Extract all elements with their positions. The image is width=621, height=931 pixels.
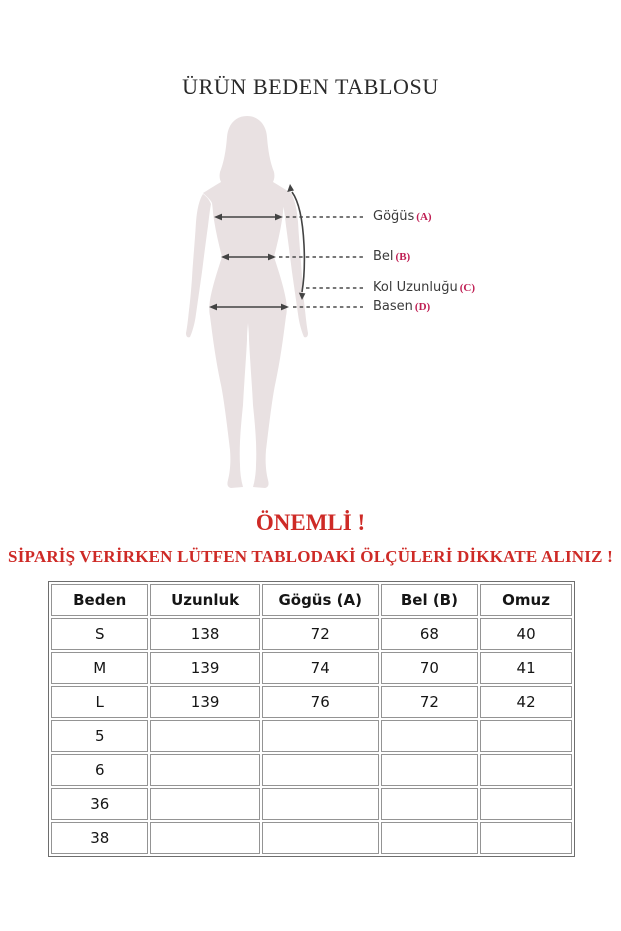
measure-label-text: Göğüs xyxy=(373,209,415,224)
important-subheading: SİPARİŞ VERİRKEN LÜTFEN TABLODAKİ ÖLÇÜLERİ DİKKATE ALINIZ ! xyxy=(8,547,613,566)
measure-label-hip xyxy=(373,299,430,315)
size-table-cell xyxy=(150,822,259,854)
size-table-cell: 72 xyxy=(262,618,379,650)
measure-label-marker: (B) xyxy=(395,251,411,263)
size-table-header-cell: Bel (B) xyxy=(381,584,478,616)
measure-label-waist xyxy=(373,249,410,265)
size-table-cell: 139 xyxy=(150,686,259,718)
measurement-figure-svg xyxy=(0,100,621,500)
size-table-cell: 76 xyxy=(262,686,379,718)
size-table-cell: 139 xyxy=(150,652,259,684)
silhouette-left-arm xyxy=(186,194,211,337)
measure-label-text: Basen xyxy=(373,299,413,314)
size-table-cell xyxy=(150,754,259,786)
size-table-cell xyxy=(480,754,572,786)
size-table-cell: 40 xyxy=(480,618,572,650)
size-table-row xyxy=(51,618,572,650)
size-table-cell xyxy=(262,720,379,752)
size-table-cell xyxy=(381,720,478,752)
size-table-cell: M xyxy=(51,652,148,684)
size-table-cell: 36 xyxy=(51,788,148,820)
size-table-body xyxy=(51,618,572,854)
size-table-cell: 68 xyxy=(381,618,478,650)
size-table-cell: 41 xyxy=(480,652,572,684)
size-table-cell: S xyxy=(51,618,148,650)
size-table-row xyxy=(51,788,572,820)
size-table-cell xyxy=(150,720,259,752)
size-table-header-cell: Omuz xyxy=(480,584,572,616)
body-measurement-diagram xyxy=(0,100,621,500)
size-table-row xyxy=(51,686,572,718)
page-title: ÜRÜN BEDEN TABLOSU xyxy=(182,74,439,99)
measure-label-chest xyxy=(373,209,432,225)
size-table-cell: 70 xyxy=(381,652,478,684)
size-table-cell: 5 xyxy=(51,720,148,752)
size-table-cell: 74 xyxy=(262,652,379,684)
size-table-cell xyxy=(381,822,478,854)
measure-label-text: Kol Uzunluğu xyxy=(373,280,458,295)
measure-label-marker: (A) xyxy=(416,211,432,223)
size-table-header-cell: Beden xyxy=(51,584,148,616)
size-table-header-cell: Gögüs (A) xyxy=(262,584,379,616)
size-table-cell: L xyxy=(51,686,148,718)
size-table-cell xyxy=(150,788,259,820)
measure-label-arm-length xyxy=(373,280,475,296)
important-heading: ÖNEMLİ ! xyxy=(255,510,366,535)
size-table-cell: 38 xyxy=(51,822,148,854)
size-table-cell xyxy=(480,720,572,752)
measure-label-marker: (C) xyxy=(459,282,476,294)
size-table-header-cell: Uzunluk xyxy=(150,584,259,616)
size-table-cell xyxy=(262,788,379,820)
size-table-cell: 6 xyxy=(51,754,148,786)
size-table-cell xyxy=(480,822,572,854)
female-body-silhouette xyxy=(203,116,291,488)
size-table-cell: 72 xyxy=(381,686,478,718)
size-table-row xyxy=(51,822,572,854)
size-table-cell: 138 xyxy=(150,618,259,650)
size-table-row xyxy=(51,754,572,786)
size-table-cell xyxy=(480,788,572,820)
size-table-row xyxy=(51,652,572,684)
size-table-cell xyxy=(381,754,478,786)
measure-label-marker: (D) xyxy=(414,301,431,313)
size-table-header-row xyxy=(51,584,572,616)
size-table-cell: 42 xyxy=(480,686,572,718)
size-table-cell xyxy=(262,822,379,854)
size-table-row xyxy=(51,720,572,752)
size-table xyxy=(48,581,575,857)
size-table-cell xyxy=(381,788,478,820)
measure-label-text: Bel xyxy=(373,249,394,264)
size-table-cell xyxy=(262,754,379,786)
